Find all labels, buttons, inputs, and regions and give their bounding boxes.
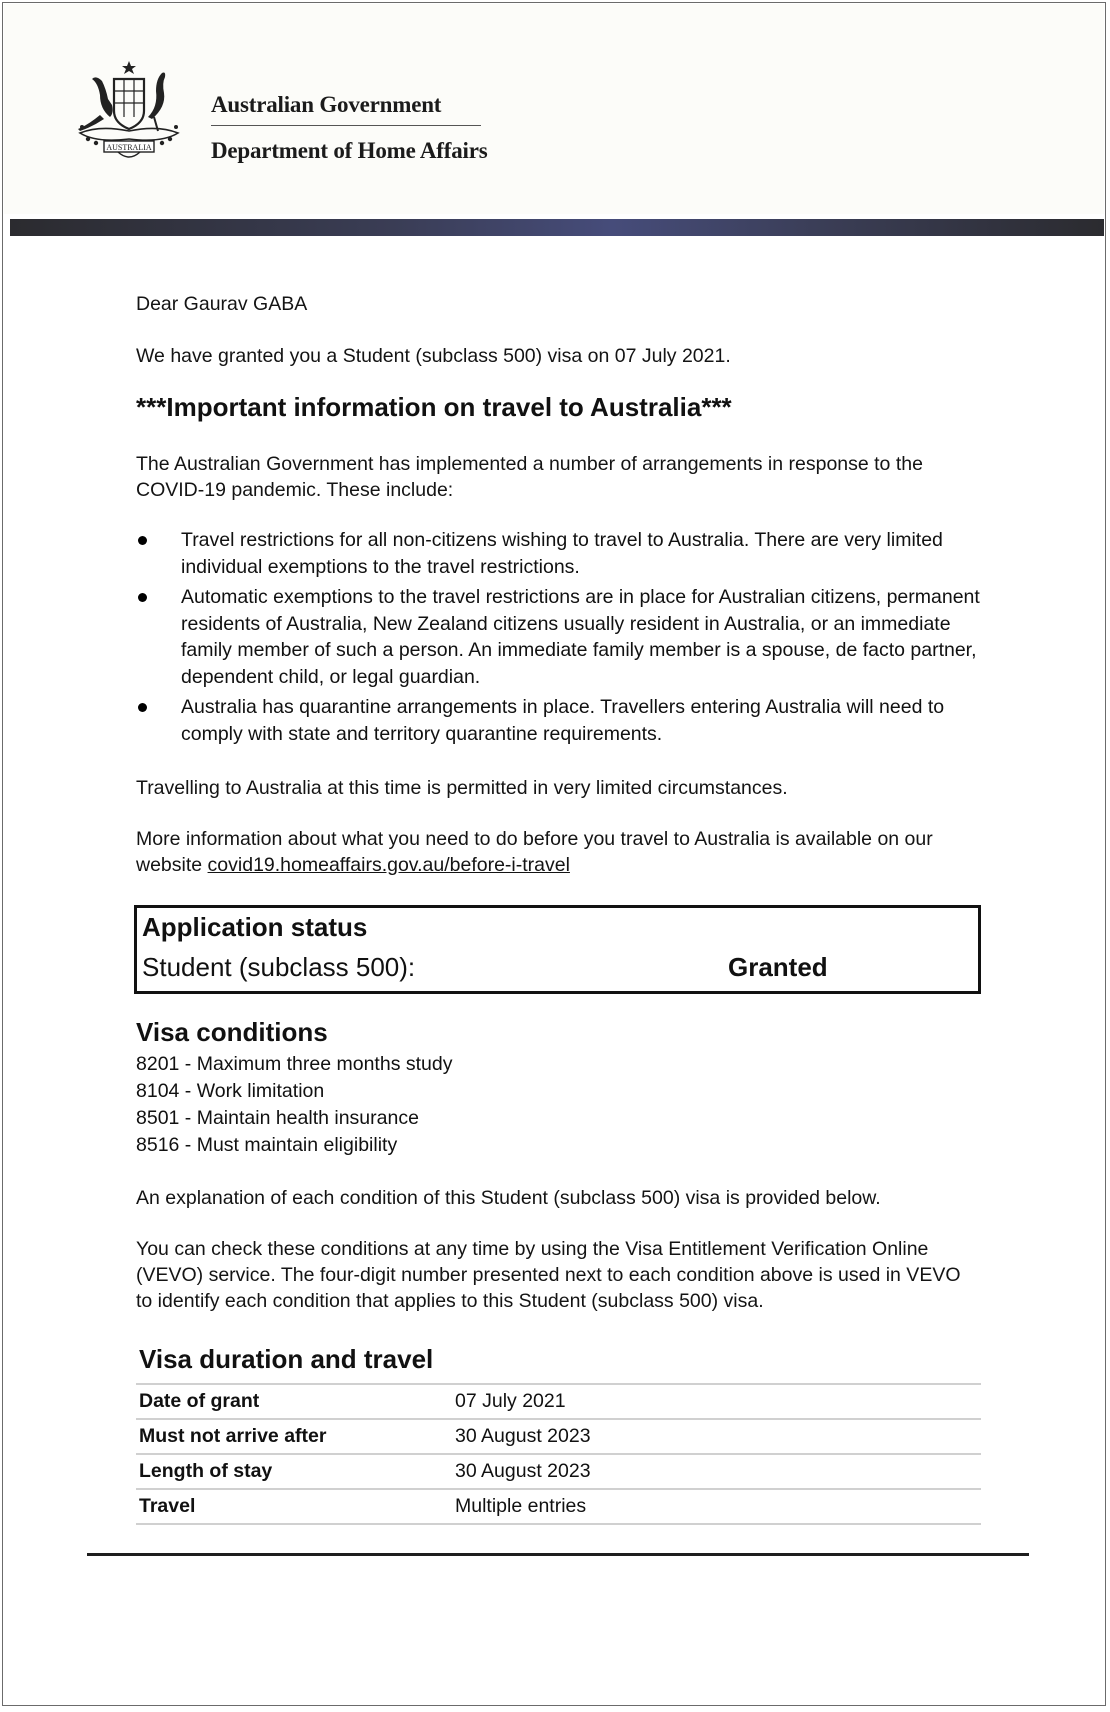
list-item: Travel restrictions for all non-citizens wishing to travel to Australia. There are very limited individual exemptions to the travel restrictions. [136,527,986,580]
important-heading: ***Important information on travel to Australia*** [136,392,732,422]
row-label: Travel [136,1489,452,1524]
government-name: Australian Government [211,92,442,117]
vevo-note: You can check these conditions at any time by using the Visa Entitlement Verification Online (VEVO) service. The four-digit number presented next to each condition above is used in VEVO to identify each condition that applies to this Student (subclass 500) visa. [136,1238,961,1312]
list-item: 8201 - Maximum three months study [136,1053,453,1075]
crest-ribbon-text: AUSTRALIA [106,143,152,152]
row-label: Must not arrive after [136,1419,452,1454]
more-info-text: More information about what you need to do before you travel to Australia is available on our website [136,828,933,876]
restrictions-list [136,527,986,751]
row-value: 30 August 2023 [452,1454,981,1489]
list-item: 8516 - Must maintain eligibility [136,1134,398,1156]
header-color-band [10,219,1104,236]
department-name: Department of Home Affairs [211,138,488,163]
status-value: Granted [728,952,828,982]
status-label: Student (subclass 500): [142,952,416,982]
bullet-icon [138,593,147,602]
application-status-box [134,905,981,994]
footer-divider [87,1553,1029,1556]
status-title: Application status [142,912,368,942]
travel-limited-note: Travelling to Australia at this time is permitted in very limited circumstances. [136,777,788,799]
row-label: Length of stay [136,1454,452,1489]
visa-conditions-list [136,1051,452,1159]
table-row [136,1384,981,1419]
table-row [136,1454,981,1489]
list-item: 8501 - Maintain health insurance [136,1107,419,1129]
conditions-explanation: An explanation of each condition of this Student (subclass 500) visa is provided below. [136,1187,881,1209]
bullet-icon [138,536,147,545]
covid-intro: The Australian Government has implemented a number of arrangements in response to the COVID-19 pandemic. These include: [136,453,923,501]
row-label: Date of grant [136,1384,452,1419]
list-item: Australia has quarantine arrangements in place. Travellers entering Australia will need to comply with state and territory quarantine requirements. [136,694,986,747]
row-value: 30 August 2023 [452,1419,981,1454]
table-row [136,1489,981,1524]
salutation: Dear Gaurav GABA [136,293,308,315]
header-divider [211,125,481,126]
list-item: Automatic exemptions to the travel restrictions are in place for Australian citizens, permanent residents of Australia, New Zealand citizens usually resident in Australia, or an immediate family member of such a person. An immediate family member is a spouse, de facto partner, dependent child, or legal guardian. [136,584,986,690]
visa-conditions-heading: Visa conditions [136,1017,328,1047]
grant-sentence: We have granted you a Student (subclass 500) visa on 07 July 2021. [136,345,731,367]
before-travel-link[interactable]: covid19.homeaffairs.gov.au/before-i-travel [207,854,570,876]
row-value: 07 July 2021 [452,1384,981,1419]
list-item: 8104 - Work limitation [136,1080,325,1102]
letterhead [4,4,1104,214]
more-info-paragraph [136,826,981,878]
letter-page [2,2,1106,1706]
bullet-icon [138,703,147,712]
visa-duration-table [136,1383,981,1525]
coat-of-arms-icon [70,59,188,164]
row-value: Multiple entries [452,1489,981,1524]
visa-duration-heading: Visa duration and travel [139,1344,434,1374]
table-row [136,1419,981,1454]
